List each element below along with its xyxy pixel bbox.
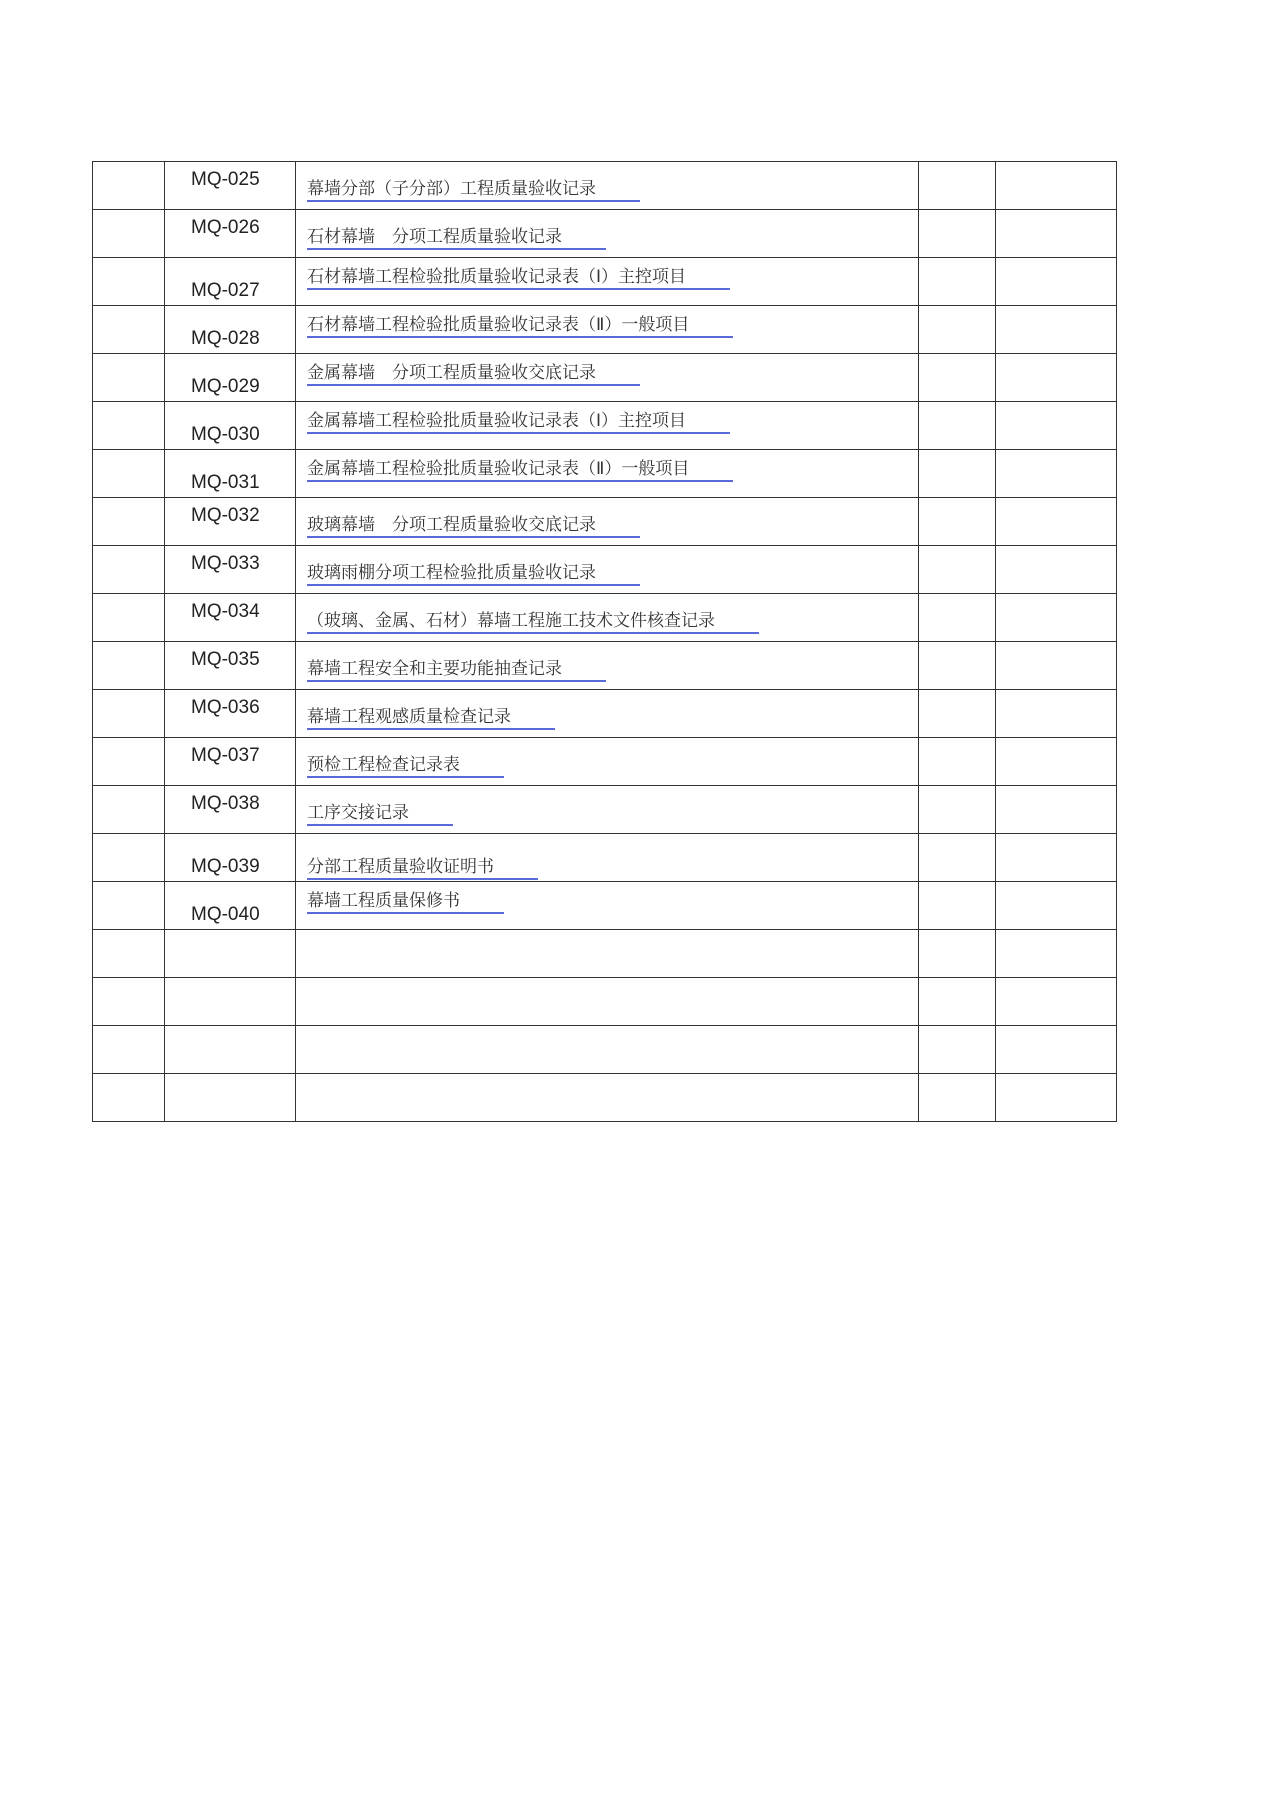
record-code: MQ-027	[191, 279, 260, 301]
code-cell	[165, 450, 296, 498]
record-title-link[interactable]: （玻璃、金属、石材）幕墙工程施工技术文件核查记录	[307, 610, 759, 634]
record-title-link[interactable]: 幕墙工程观感质量检查记录	[307, 706, 555, 730]
blank-cell	[296, 1026, 919, 1074]
blank-cell	[93, 1074, 165, 1122]
record-code: MQ-029	[191, 375, 260, 397]
blank-cell	[996, 258, 1117, 306]
blank-cell	[919, 930, 996, 978]
record-title-link[interactable]: 玻璃幕墙 分项工程质量验收交底记录	[307, 514, 640, 538]
table-row	[93, 738, 1117, 786]
records-sheet	[92, 161, 1116, 1122]
blank-cell	[919, 450, 996, 498]
record-title-link[interactable]: 工序交接记录	[307, 802, 453, 826]
blank-cell	[996, 834, 1117, 882]
blank-cell	[919, 594, 996, 642]
record-title-link[interactable]: 金属幕墙 分项工程质量验收交底记录	[307, 362, 640, 386]
blank-cell	[919, 402, 996, 450]
table-row	[93, 642, 1117, 690]
blank-cell	[996, 162, 1117, 210]
code-cell	[165, 402, 296, 450]
table-row	[93, 258, 1117, 306]
record-code: MQ-025	[191, 168, 260, 190]
blank-cell	[919, 642, 996, 690]
table-row	[93, 498, 1117, 546]
record-code: MQ-037	[191, 744, 260, 766]
index-cell	[93, 834, 165, 882]
blank-cell	[296, 930, 919, 978]
code-cell	[165, 786, 296, 834]
record-code: MQ-031	[191, 471, 260, 493]
record-code: MQ-033	[191, 552, 260, 574]
table-row	[93, 594, 1117, 642]
index-cell	[93, 786, 165, 834]
record-code: MQ-040	[191, 903, 260, 925]
title-cell	[296, 594, 919, 642]
blank-cell	[996, 450, 1117, 498]
blank-cell	[919, 546, 996, 594]
blank-cell	[919, 354, 996, 402]
title-cell	[296, 882, 919, 930]
index-cell	[93, 594, 165, 642]
record-code: MQ-035	[191, 648, 260, 670]
title-cell	[296, 450, 919, 498]
index-cell	[93, 402, 165, 450]
code-cell	[165, 690, 296, 738]
table-row	[93, 162, 1117, 210]
index-cell	[93, 306, 165, 354]
record-title-link[interactable]: 金属幕墙工程检验批质量验收记录表（Ⅰ）主控项目	[307, 410, 730, 434]
blank-cell	[296, 978, 919, 1026]
blank-cell	[165, 1074, 296, 1122]
blank-cell	[165, 930, 296, 978]
blank-cell	[165, 978, 296, 1026]
blank-cell	[919, 162, 996, 210]
blank-cell	[919, 738, 996, 786]
record-title-link[interactable]: 金属幕墙工程检验批质量验收记录表（Ⅱ）一般项目	[307, 458, 733, 482]
blank-cell	[996, 546, 1117, 594]
record-code: MQ-038	[191, 792, 260, 814]
blank-cell	[93, 978, 165, 1026]
table-row	[93, 882, 1117, 930]
blank-cell	[996, 1026, 1117, 1074]
empty-row	[93, 930, 1117, 978]
blank-cell	[919, 786, 996, 834]
blank-cell	[996, 882, 1117, 930]
title-cell	[296, 498, 919, 546]
code-cell	[165, 498, 296, 546]
blank-cell	[93, 1026, 165, 1074]
index-cell	[93, 546, 165, 594]
code-cell	[165, 162, 296, 210]
record-title-link[interactable]: 幕墙工程安全和主要功能抽查记录	[307, 658, 606, 682]
blank-cell	[296, 1074, 919, 1122]
blank-cell	[919, 1026, 996, 1074]
table-row	[93, 690, 1117, 738]
index-cell	[93, 882, 165, 930]
title-cell	[296, 786, 919, 834]
title-cell	[296, 642, 919, 690]
blank-cell	[996, 210, 1117, 258]
blank-cell	[919, 210, 996, 258]
record-code: MQ-030	[191, 423, 260, 445]
blank-cell	[996, 402, 1117, 450]
table-row	[93, 402, 1117, 450]
blank-cell	[165, 1026, 296, 1074]
blank-cell	[919, 834, 996, 882]
empty-row	[93, 1074, 1117, 1122]
code-cell	[165, 834, 296, 882]
title-cell	[296, 690, 919, 738]
blank-cell	[919, 690, 996, 738]
code-cell	[165, 642, 296, 690]
table-row	[93, 546, 1117, 594]
index-cell	[93, 498, 165, 546]
blank-cell	[919, 306, 996, 354]
table-row	[93, 786, 1117, 834]
title-cell	[296, 546, 919, 594]
record-title-link[interactable]: 幕墙分部（子分部）工程质量验收记录	[307, 178, 640, 202]
record-title-link[interactable]: 石材幕墙工程检验批质量验收记录表（Ⅰ）主控项目	[307, 266, 730, 290]
code-cell	[165, 594, 296, 642]
record-code: MQ-036	[191, 696, 260, 718]
title-cell	[296, 162, 919, 210]
empty-row	[93, 1026, 1117, 1074]
record-title-link[interactable]: 预检工程检查记录表	[307, 754, 504, 778]
code-cell	[165, 258, 296, 306]
index-cell	[93, 354, 165, 402]
index-cell	[93, 642, 165, 690]
blank-cell	[996, 306, 1117, 354]
title-cell	[296, 354, 919, 402]
record-code: MQ-032	[191, 504, 260, 526]
blank-cell	[996, 594, 1117, 642]
index-cell	[93, 690, 165, 738]
blank-cell	[919, 978, 996, 1026]
title-cell	[296, 402, 919, 450]
title-cell	[296, 306, 919, 354]
code-cell	[165, 882, 296, 930]
blank-cell	[996, 978, 1117, 1026]
record-title-link[interactable]: 幕墙工程质量保修书	[307, 890, 504, 914]
index-cell	[93, 162, 165, 210]
record-code: MQ-028	[191, 327, 260, 349]
code-cell	[165, 306, 296, 354]
index-cell	[93, 738, 165, 786]
table-row	[93, 450, 1117, 498]
record-title-link[interactable]: 玻璃雨棚分项工程检验批质量验收记录	[307, 562, 640, 586]
blank-cell	[996, 642, 1117, 690]
blank-cell	[996, 690, 1117, 738]
blank-cell	[93, 930, 165, 978]
table-row	[93, 306, 1117, 354]
title-cell	[296, 258, 919, 306]
code-cell	[165, 354, 296, 402]
index-cell	[93, 258, 165, 306]
blank-cell	[996, 354, 1117, 402]
records-table	[92, 161, 1117, 1122]
record-code: MQ-039	[191, 855, 260, 877]
empty-row	[93, 978, 1117, 1026]
blank-cell	[919, 498, 996, 546]
blank-cell	[996, 1074, 1117, 1122]
table-row	[93, 354, 1117, 402]
record-code: MQ-026	[191, 216, 260, 238]
blank-cell	[996, 786, 1117, 834]
record-title-link[interactable]: 石材幕墙 分项工程质量验收记录	[307, 226, 606, 250]
blank-cell	[919, 258, 996, 306]
blank-cell	[996, 930, 1117, 978]
title-cell	[296, 834, 919, 882]
table-row	[93, 210, 1117, 258]
blank-cell	[996, 738, 1117, 786]
blank-cell	[919, 1074, 996, 1122]
record-title-link[interactable]: 石材幕墙工程检验批质量验收记录表（Ⅱ）一般项目	[307, 314, 733, 338]
code-cell	[165, 210, 296, 258]
code-cell	[165, 738, 296, 786]
blank-cell	[996, 498, 1117, 546]
title-cell	[296, 210, 919, 258]
title-cell	[296, 738, 919, 786]
table-row	[93, 834, 1117, 882]
record-code: MQ-034	[191, 600, 260, 622]
blank-cell	[919, 882, 996, 930]
code-cell	[165, 546, 296, 594]
index-cell	[93, 450, 165, 498]
index-cell	[93, 210, 165, 258]
record-title-link[interactable]: 分部工程质量验收证明书	[307, 856, 538, 880]
